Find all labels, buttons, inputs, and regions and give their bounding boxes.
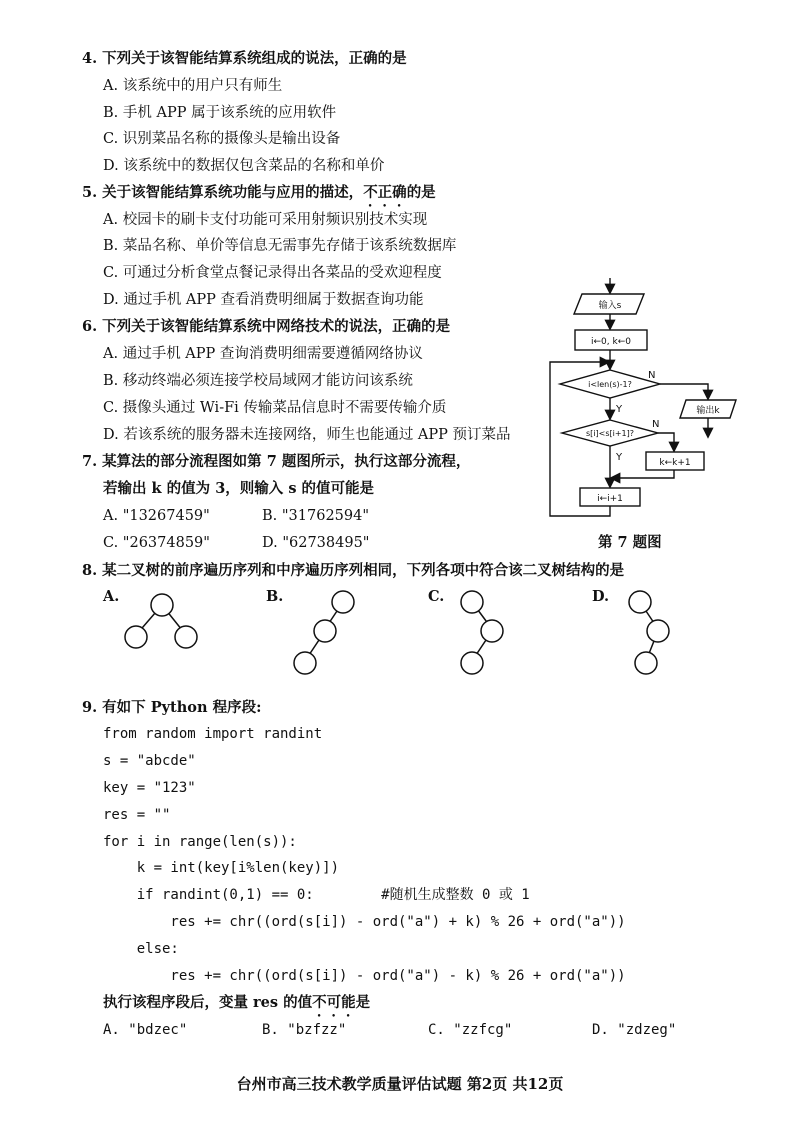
q6-stem: 6. 下列关于该智能结算系统中网络技术的说法，正确的是 <box>82 318 451 335</box>
tree-d-mid-node <box>647 620 669 642</box>
q5-option-a: A. 校园卡的刷卡支付功能可采用射频识别技术实现 <box>103 212 428 228</box>
flow-output-label: 输出k <box>696 406 720 416</box>
q9-question-after: 是 <box>355 994 371 1011</box>
q8-label-d: D. <box>592 588 610 605</box>
q7-flowchart <box>540 270 760 530</box>
q7-option-c: C. "26374859" <box>103 535 210 551</box>
flow-condition2-label: s[i]<s[i+1]? <box>585 429 635 438</box>
q4-option-c: C. 识别菜品名称的摄像头是输出设备 <box>103 131 341 147</box>
flow-condition1-label: i<len(s)-1? <box>588 380 632 389</box>
q9-code-line-1: from random import randint <box>103 726 323 742</box>
q6-option-d: D. 若该系统的服务器未连接网络，师生也能通过 APP 预订菜品 <box>103 427 511 443</box>
q5-stem <box>82 183 436 210</box>
q9-code-line-8: res += chr((ord(s[i]) - ord("a") + k) % 26 + ord("a")) <box>103 914 626 930</box>
q4-option-d: D. 该系统中的数据仅包含菜品的名称和单价 <box>103 158 385 174</box>
flow-input-label: 输入s <box>598 301 622 311</box>
page-footer: 台州市高三技术教学质量评估试题 第2页 共12页 <box>236 1075 564 1093</box>
q9-code-line-3: key = "123" <box>103 780 196 796</box>
tree-a-right-node <box>175 626 197 648</box>
q9-stem: 9. 有如下 Python 程序段: <box>82 699 262 716</box>
tree-a-left-node <box>125 626 147 648</box>
q5-option-d: D. 通过手机 APP 查看消费明细属于数据查询功能 <box>103 292 424 308</box>
q4-stem: 4. 下列关于该智能结算系统组成的说法，正确的是 <box>82 50 407 67</box>
flow-init-label: i←0, k←0 <box>591 337 631 347</box>
tree-b-root-node <box>332 591 354 613</box>
q8-label-c: C. <box>428 588 445 605</box>
q6-option-a: A. 通过手机 APP 查询消费明细需要遵循网络协议 <box>103 346 423 362</box>
q9-code-line-9: else: <box>103 941 179 957</box>
tree-b-mid-node <box>314 620 336 642</box>
tree-c-leaf-node <box>461 652 483 674</box>
q5-option-c: C. 可通过分析食堂点餐记录得出各菜品的受欢迎程度 <box>103 265 442 281</box>
q9-question-emphasis: 不可能 <box>312 994 356 1011</box>
q7-option-d: D. "62738495" <box>262 535 370 551</box>
q9-question-before: 执行该程序段后，变量 res 的值 <box>103 994 313 1011</box>
q9-code-line-6: k = int(key[i%len(key)]) <box>103 860 340 876</box>
flow-cond1-yes: Y <box>616 404 623 415</box>
q5-stem-emphasis: 不正确 <box>363 184 407 201</box>
q7-figure-caption: 第 7 题图 <box>598 534 662 551</box>
q8-label-a: A. <box>103 588 120 605</box>
q6-option-b: B. 移动终端必须连接学校局域网才能访问该系统 <box>103 373 413 389</box>
q9-code-line-7: if randint(0,1) == 0: #随机生成整数 0 或 1 <box>103 887 530 903</box>
flow-inc-k-label: k←k+1 <box>659 458 691 468</box>
q8-trees <box>100 585 700 685</box>
q8-stem: 8. 某二叉树的前序遍历序列和中序遍历序列相同，下列各项中符合该二叉树结构的是 <box>82 562 625 579</box>
q5-stem-after: 的是 <box>406 184 436 201</box>
tree-c-root-node <box>461 591 483 613</box>
q9-code-line-4: res = "" <box>103 807 171 823</box>
tree-a <box>125 594 197 648</box>
q9-option-a: A. "bdzec" <box>103 1022 188 1038</box>
tree-c <box>461 591 503 674</box>
flow-cond1-no: N <box>648 370 656 381</box>
tree-d <box>629 591 669 674</box>
tree-b-leaf-node <box>294 652 316 674</box>
q9-option-d: D. "zdzeg" <box>592 1022 677 1038</box>
flow-cond2-yes: Y <box>616 452 623 463</box>
q9-code-line-5: for i in range(len(s)): <box>103 834 297 850</box>
q9-code-line-2: s = "abcde" <box>103 753 196 769</box>
tree-d-root-node <box>629 591 651 613</box>
q7-stem-line1: 7. 某算法的部分流程图如第 7 题图所示，执行这部分流程， <box>82 453 471 470</box>
q6-option-c: C. 摄像头通过 Wi-Fi 传输菜品信息时不需要传输介质 <box>103 400 447 416</box>
q5-option-b: B. 菜品名称、单价等信息无需事先存储于该系统数据库 <box>103 238 457 254</box>
q9-code-line-10: res += chr((ord(s[i]) - ord("a") - k) % 26 + ord("a")) <box>103 968 626 984</box>
q7-option-b: B. "31762594" <box>262 508 370 524</box>
tree-d-leaf-node <box>635 652 657 674</box>
tree-c-mid-node <box>481 620 503 642</box>
q4-option-b: B. 手机 APP 属于该系统的应用软件 <box>103 105 337 121</box>
tree-a-root-node <box>151 594 173 616</box>
flow-inc-i-label: i←i+1 <box>597 494 623 504</box>
q5-stem-before: 5. 关于该智能结算系统功能与应用的描述， <box>82 184 364 201</box>
q9-option-c: C. "zzfcg" <box>428 1022 513 1038</box>
q9-question <box>103 993 370 1020</box>
q9-option-b: B. "bzfzz" <box>262 1022 347 1038</box>
q7-stem-line2: 若输出 k 的值为 3，则输入 s 的值可能是 <box>103 480 375 497</box>
q8-label-b: B. <box>266 588 284 605</box>
q7-option-a: A. "13267459" <box>103 508 210 524</box>
tree-b <box>294 591 354 674</box>
flow-cond2-no: N <box>652 419 660 430</box>
q4-option-a: A. 该系统中的用户只有师生 <box>103 78 283 94</box>
